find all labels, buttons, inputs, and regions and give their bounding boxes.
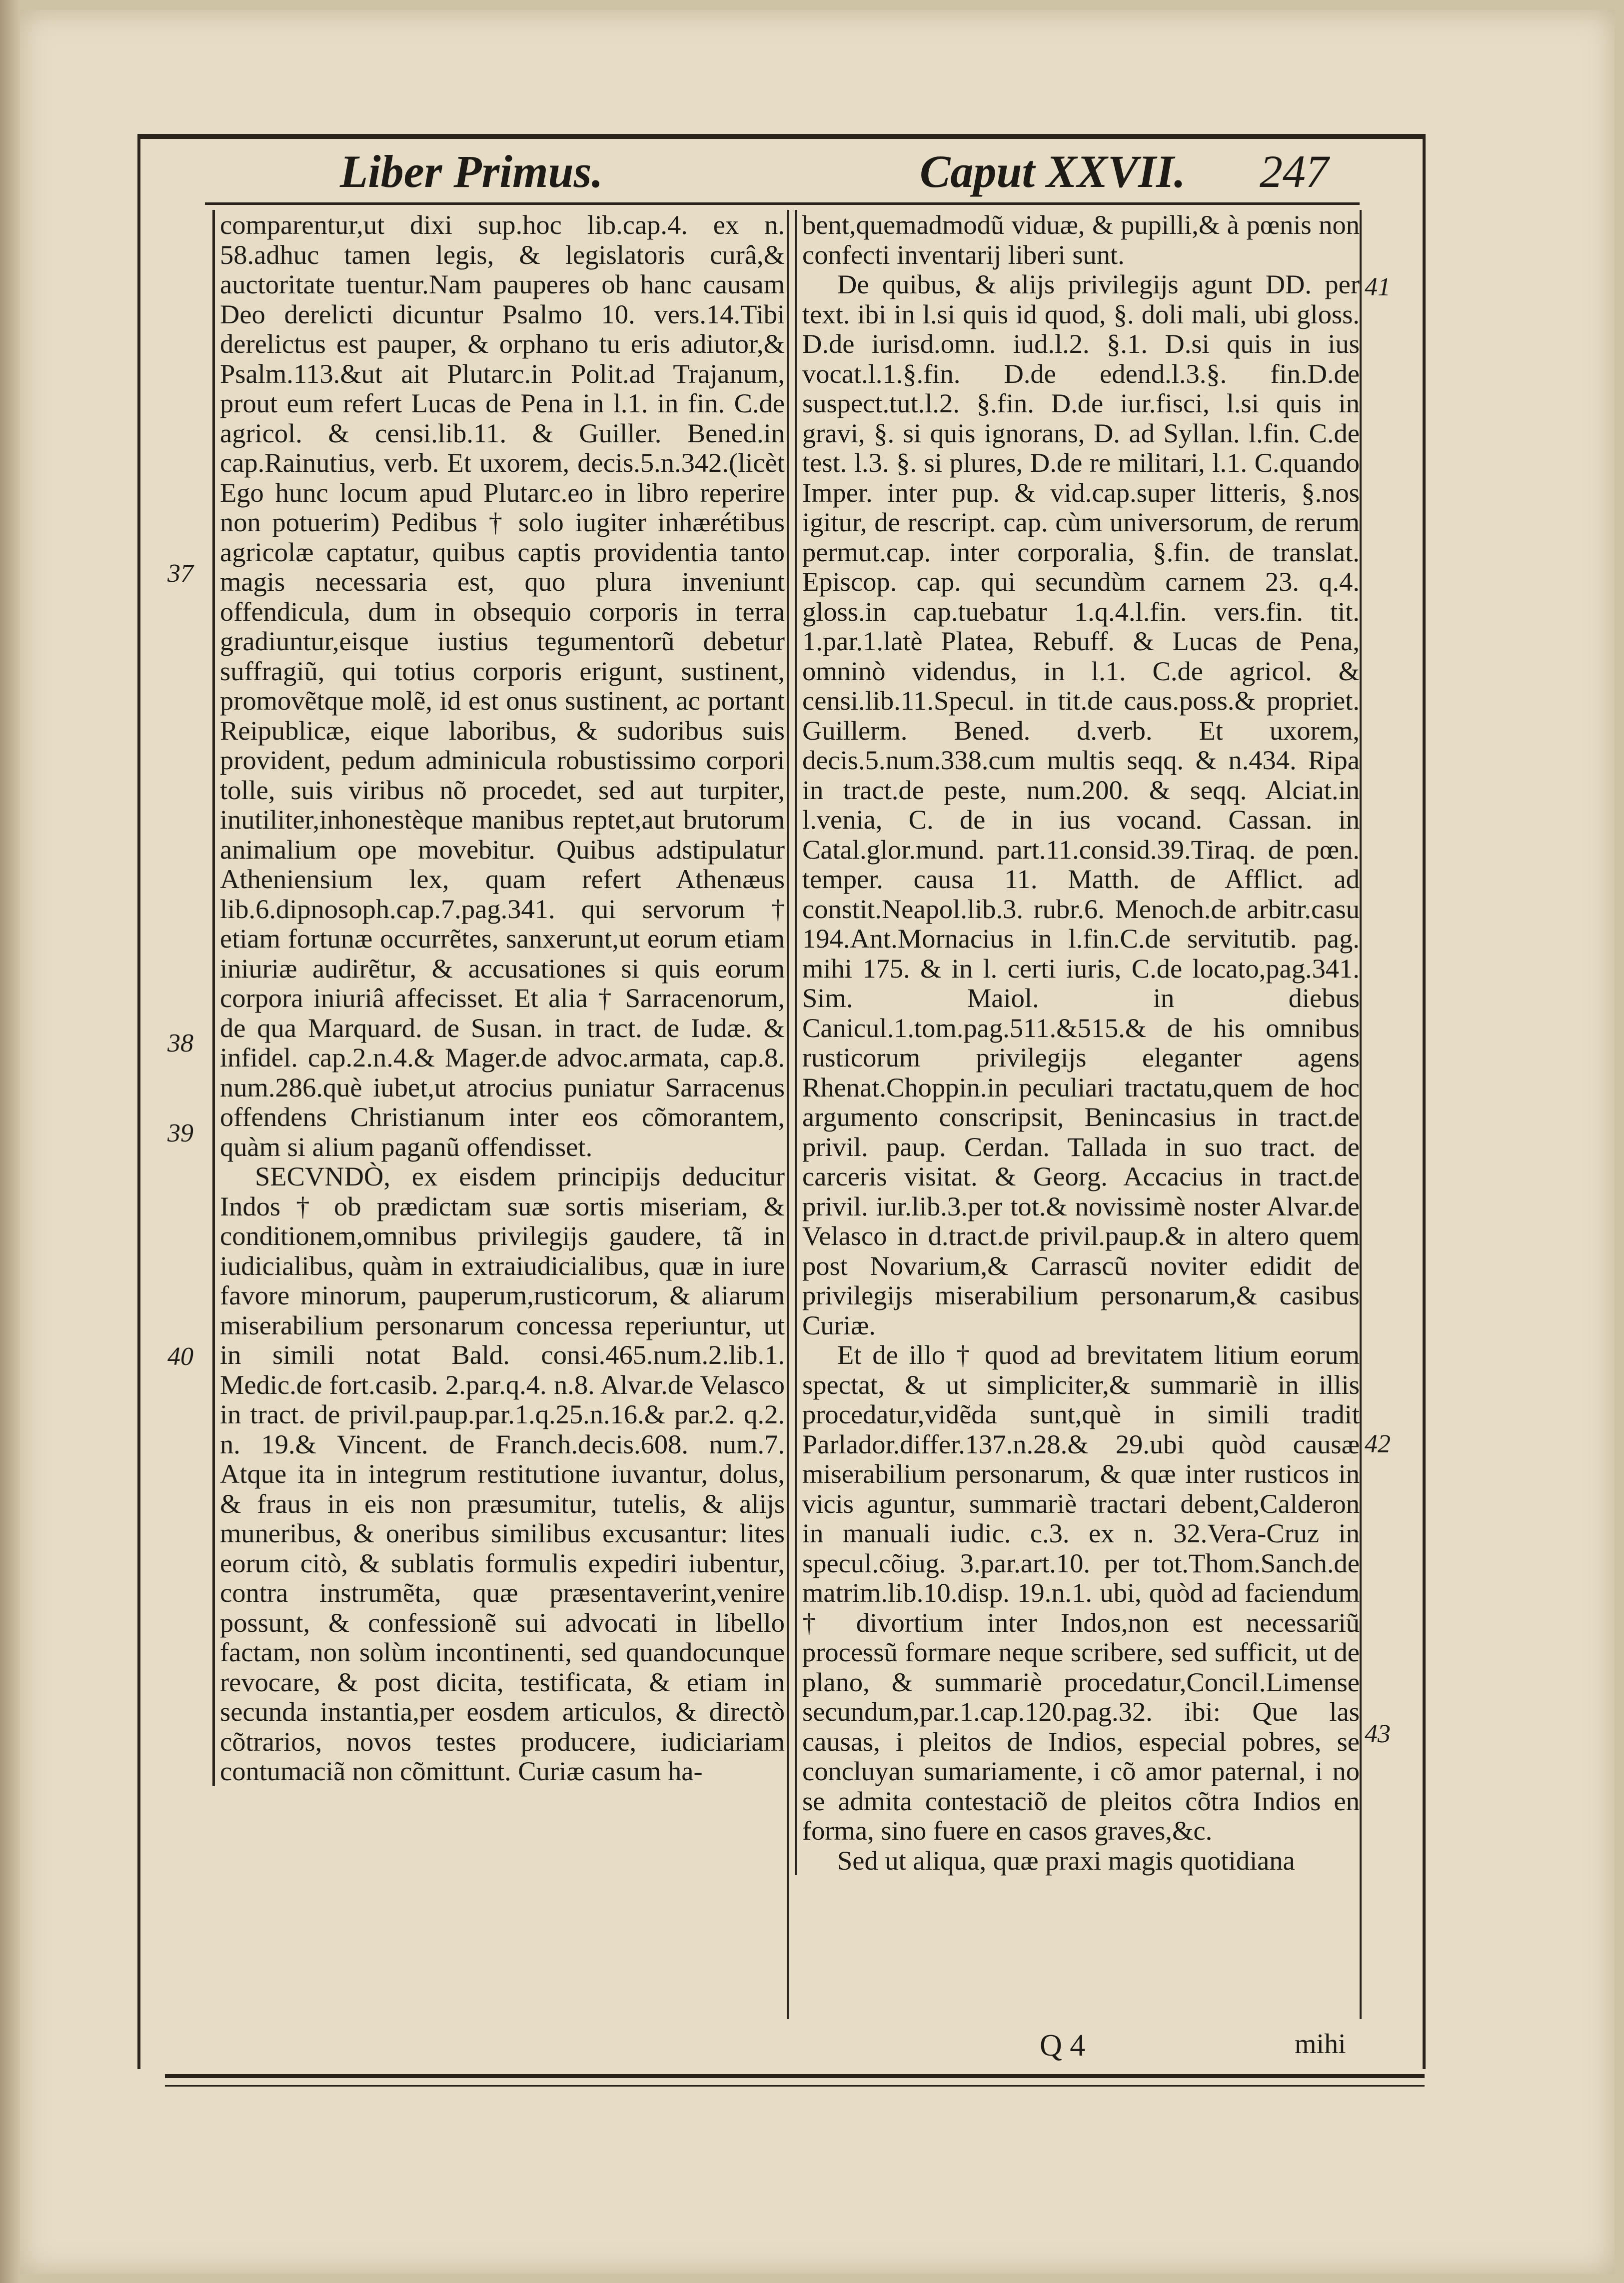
running-head-right: Caput XXVII. [920,146,1186,197]
right-paragraph-1: bent,quemadmodũ viduæ, & pupilli,& à pœnis non confecti inventarij liberi sunt. [802,209,1360,270]
marginal-number-37: 37 [167,559,193,588]
catchword: mihi [1295,2029,1346,2060]
marginal-number-41: 41 [1365,273,1391,301]
book-spine-shadow [0,0,20,2283]
marginal-number-40: 40 [167,1342,193,1371]
marginal-number-43: 43 [1365,1720,1391,1748]
left-paragraph-1: comparentur,ut dixi sup.hoc lib.cap.4. ex n. 58.adhuc tamen legis, & legislatoris curâ,& auctoritate tuentur.Nam pauperes ob hanc causam Deo derelicti dicuntur Psalmo 10. vers.14.Tibi derelictus est pauper, & orphano tu eris adiutor,& Psalm.113.&ut ait Plutarc.in Polit.ad Trajanum, prout eum refert Lucas de Pena in l.1. in fin. C.de agricol. & censi.lib.11. & Guiller. Bened.in cap.Rainutius, verb. Et uxorem, decis.5.n.342.(licèt Ego hunc locum apud Plutarc.eo in libro reperire non potuerim) Pedibus † solo iugiter inhærétibus agricolæ captatur, quibus captis providentia tanto magis necessaria est, quo plura inveniunt offendicula, dum in obsequio corporis in terra gradiuntur,eisque iustius tegumentorũ debetur suffragiũ, qui totius corporis erigunt, sustinent, promovẽtque molẽ, id est onus sustinent, ac portant Reipublicæ, eique laboribus, & sudoribus suis provident, pedum adminicula robustissimo corpori tolle, suis viribus nõ procedet, sed aut turpiter, inutiliter,inhonestèque manibus reptet,aut brutorum animalium ope movebitur. Quibus adstipulatur Atheniensium lex, quam refert Athenæus lib.6.dipnosoph.cap.7.pag.341. qui servorum † etiam fortunæ occurrẽtes, sanxerunt,ut eorum etiam iniuriæ audirẽtur, & accusationes si quis eorum corpora iniuriâ affecisset. Et alia † Sarracenorum, de qua Marquard. de Susan. in tract. de Iudæ. & infidel. cap.2.n.4.& Mager.de advoc.armata, cap.8. num.286.què iubet,ut atrocius puniatur Sarracenus offendens Christianum inter eos cõmorantem, quàm si alium paganũ offendisset. [220,209,785,1162]
left-column [212,210,785,1786]
right-column [795,210,1360,1875]
signature-mark: Q 4 [1040,2029,1086,2063]
bottom-rule [165,2074,1425,2078]
running-head-left: Liber Primus. [340,146,603,197]
right-paragraph-4: Sed ut aliqua, quæ praxi magis quotidiana [837,1845,1295,1876]
column-divider [787,210,789,2019]
marginal-number-39: 39 [167,1119,193,1147]
left-paragraph-2: SECVNDÒ, ex eisdem principijs deducitur Indos † ob prædictam suæ sortis miseriam, & conditionem,omnibus privilegijs gaudere, tã in iudicialibus, quàm in extraiudicialibus, quæ in iure favore minorum, pauperum,rusticorum, & aliarum miserabilium personarum concessa reperiuntur, ut in simili notat Bald. consi.465.num.2.lib.1. Medic.de fort.casib. 2.par.q.4. n.8. Alvar.de Velasco in tract. de privil.paup.par.1.q.25.n.16.& par.2. q.2. n. 19.& Vincent. de Franch.decis.608. num.7. Atque ita in integrum restitutione iuvantur, dolus, & fraus in eis non præsumitur, tutelis, & alijs muneribus, & oneribus similibus excusantur: lites eorum citò, & sublatis formulis expediri iubentur, contra instrumẽta, quæ præsentaverint,venire possunt, & confessionẽ sui advocati in libello factam, non solùm incontinenti, sed quandocunque revocare, & post dicita, testificata, & etiam in secunda instantia,per eosdem articulos, & directò cõtrarios, novos testes producere, iudiciariam contumaciã non cõmittunt. Curiæ casum ha- [220,1161,785,1786]
right-paragraph-2: De quibus, & alijs privilegijs agunt DD. per text. ibi in l.si quis id quod, §. doli mali, ubi gloss. D.de iurisd.omn. iud.l.2. §.1. D.si quis in ius vocat.l.1.§.fin. D.de edend.l.3.§. fin.D.de suspect.tut.l.2. §.fin. D.de iur.fisci, l.si quis in gravi, §. si quis ignorans, D. ad Syllan. l.fin. C.de test. l.3. §. si plures, D.de re militari, l.1. C.quando Imper. inter pup. & vid.cap.super litteris, §.nos igitur, de rescript. cap. cùm universorum, de rerum permut.cap. inter corporalia, §.fin. de translat. Episcop. cap. qui secundùm carnem 23. q.4. gloss.in cap.tuebatur 1.q.4.l.fin. vers.fin. tit. 1.par.1.latè Platea, Rebuff. & Lucas de Pena, omninò videndus, in l.1. C.de agricol. & censi.lib.11.Specul. in tit.de caus.poss.& propriet. Guillerm. Bened. d.verb. Et uxorem, decis.5.num.338.cum multis seqq. & n.434. Ripa in tract.de peste, num.200. & seqq. Alciat.in l.venia, C. de in ius vocand. Cassan. in Catal.glor.mund. part.11.consid.39.Tiraq. de pœn. temper. causa 11. Matth. de Afflict. ad constit.Neapol.lib.3. rubr.6. Menoch.de arbitr.casu 194.Ant.Mornacius in l.fin.C.de servitutib. pag. mihi 175. & in l. certi iuris, C.de locato,pag.341. Sim. Maiol. in diebus Canicul.1.tom.pag.511.&515.& de his omnibus rusticorum privilegijs eleganter agens Rhenat.Choppin.in peculiari tractatu,quem de hoc argumento conscripsit, Benincasius in tract.de privil. paup. Cerdan. Tallada in suo tract. de carceris visitat. & Georg. Accacius in tract.de privil. iur.lib.3.per tot.& novissimè noster Alvar.de Velasco in d.tract.de privil.paup.& in altero quem post Novarium,& Carrascũ noviter edidit de privilegijs miserabilium personarum,& casibus Curiæ. [802,269,1360,1340]
column-right-edge [1360,210,1362,2019]
marginal-number-42: 42 [1365,1430,1391,1458]
right-paragraph-3: Et de illo † quod ad brevitatem litium eorum spectat, & ut simpliciter,& summariè in illis procedatur,vidẽda sunt,què in simili tradit Parlador.differ.137.n.28.& 29.ubi quòd causæ miserabilium personarum, & quæ inter rusticos in vicis aguntur, summariè tractari debent,Calderon in manuali iudic. c.3. ex n. 32.Vera-Cruz in specul.cõiug. 3.par.art.10. per tot.Thom.Sanch.de matrim.lib.10.disp. 19.n.1. ubi, quòd ad faciendum † divortium inter Indos,non est necessariũ processũ formare neque scribere, sed sufficit, ut de plano, & summariè procedatur,Concil.Limense secundum,par.1.cap.120.pag.32. ibi: Que las causas, i pleitos de Indios, especial pobres, se concluyan sumariamente, i cõ amor paternal, i no se admita contestaciõ de pleitos cõtra Indios en forma, sino fuere en casos graves,&c. [802,1339,1360,1846]
page-number: 247 [1260,146,1329,197]
bottom-rule-thin [165,2085,1425,2087]
header-rule [205,202,1360,205]
marginal-number-38: 38 [167,1029,193,1058]
